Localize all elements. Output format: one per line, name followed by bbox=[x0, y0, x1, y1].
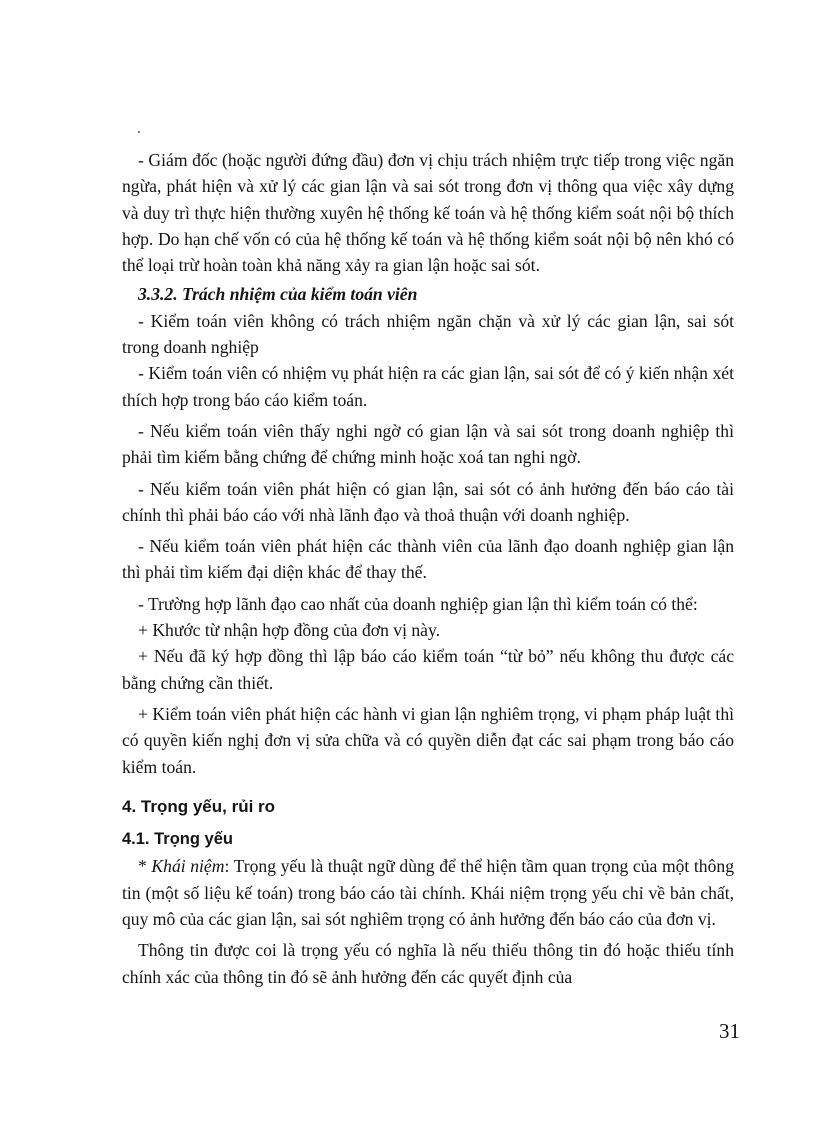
paragraph-suspicion-evidence: - Nếu kiểm toán viên thấy nghi ngờ có gian lận và sai sót trong doanh nghiệp thì phải tìm kiếm bằng chứng để chứng minh hoặc xoá tan nghi ngờ. bbox=[122, 420, 734, 468]
paragraph-auditor-no-prevention: - Kiểm toán viên không có trách nhiệm ngăn chặn và xử lý các gian lận, sai sót trong doanh nghiệp bbox=[122, 310, 734, 358]
paragraph-disclaimer-report: + Nếu đã ký hợp đồng thì lập báo cáo kiểm toán “từ bỏ” nếu không thu được các bằng chứng cần thiết. bbox=[122, 646, 734, 693]
paragraph-report-to-management: - Nếu kiểm toán viên phát hiện có gian lận, sai sót có ảnh hưởng đến báo cáo tài chính thì phải báo cáo với nhà lãnh đạo và thoả thuận với doanh nghiệp. bbox=[122, 478, 734, 525]
section-heading-4-1: 4.1. Trọng yếu bbox=[122, 830, 233, 849]
section-heading-3-3-2: 3.3.2. Trách nhiệm của kiểm toán viên bbox=[138, 284, 418, 305]
paragraph-materiality-concept bbox=[122, 853, 734, 932]
scan-speck bbox=[138, 131, 140, 133]
paragraph-refuse-contract: + Khước từ nhận hợp đồng của đơn vị này. bbox=[138, 620, 441, 641]
bullet-asterisk: * bbox=[138, 856, 152, 877]
paragraph-management-fraud: - Nếu kiểm toán viên phát hiện các thành viên của lãnh đạo doanh nghiệp gian lận thì phải tìm kiếm đại diện khác để thay thế. bbox=[122, 536, 734, 583]
page-body bbox=[122, 147, 734, 990]
term-khai-niem: Khái niệm bbox=[151, 856, 225, 877]
section-heading-4: 4. Trọng yếu, rủi ro bbox=[122, 796, 276, 816]
paragraph-auditor-detection-duty: - Kiểm toán viên có nhiệm vụ phát hiện ra các gian lận, sai sót để có ý kiến nhận xét thích hợp trong báo cáo kiểm toán. bbox=[122, 363, 734, 410]
paragraph-top-management-fraud: - Trường hợp lãnh đạo cao nhất của doanh nghiệp gian lận thì kiểm toán có thể: bbox=[138, 593, 698, 614]
paragraph-material-information: Thông tin được coi là trọng yếu có nghĩa là nếu thiếu thông tin đó hoặc thiếu tính chính xác của thông tin đó sẽ ảnh hưởng đến các quyết định của bbox=[122, 940, 734, 987]
paragraph-director-responsibility: - Giám đốc (hoặc người đứng đầu) đơn vị chịu trách nhiệm trực tiếp trong việc ngăn ngừa, phát hiện và xử lý các gian lận và sai sót trong đơn vị thông qua việc xây dựng và duy trì thực hiện thường xuyên hệ thống kế toán và hệ thống kiểm soát nội bộ thích hợp. Do hạn chế vốn có của hệ thống kế toán và hệ thống kiểm soát nội bộ nên khó có thể loại trừ hoàn toàn khả năng xảy ra gian lận hoặc sai sót. bbox=[122, 150, 734, 276]
paragraph-serious-violations: + Kiểm toán viên phát hiện các hành vi gian lận nghiêm trọng, vi phạm pháp luật thì có quyền kiến nghị đơn vị sửa chữa và có quyền diễn đạt các sai phạm trong báo cáo kiểm toán. bbox=[122, 703, 734, 777]
page-number: 31 bbox=[719, 1019, 740, 1043]
definition-text: : Trọng yếu là thuật ngữ dùng để thể hiện tầm quan trọng của một thông tin (một số liệu kế toán) trong báo cáo tài chính. Khái niệm trọng yếu chỉ về bản chất, quy mô của các gian lận, sai sót nghiêm trọng có ảnh hưởng đến báo cáo của đơn vị. bbox=[122, 856, 734, 930]
